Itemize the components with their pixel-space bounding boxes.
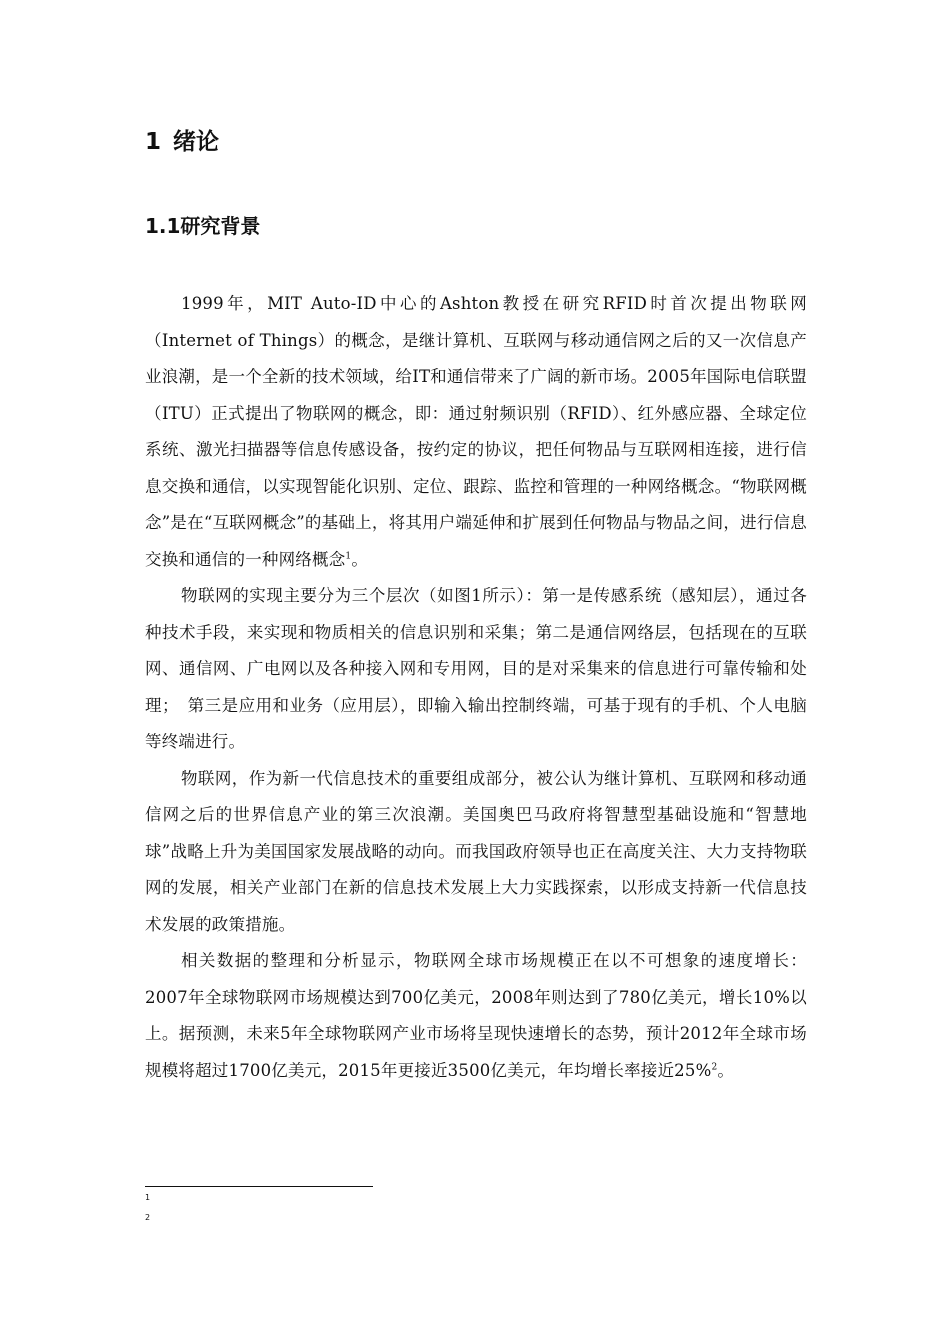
footnote-ref-2[interactable]: 2 [711,1062,718,1072]
paragraph-2 [145,578,807,761]
paragraph-1-text: 1999年，MIT Auto-ID中心的Ashton教授在研究RFID时首次提出物联网（Internet of Things）的概念，是继计算机、互联网与移动通信网之后的又一次信息产业浪潮，是一个全新的技术领域，给IT和通信带来了广阔的新市场。2005年国际电信联盟（ITU）正式提出了物联网的概念，即：通过射频识别（RFID）、红外感应器、全球定位系统、激光扫描器等信息传感设备，按约定的协议，把任何物品与互联网相连接，进行信息交换和通信，以实现智能化识别、定位、跟踪、监控和管理的一种网络概念。“物联网概念”是在“互联网概念”的基础上，将其用户端延伸和扩展到任何物品与物品之间，进行信息交换和通信的一种网络概念 [145,294,807,569]
section-heading: 1.1研究背景 [145,214,261,238]
paragraph-2-text: 物联网的实现主要分为三个层次（如图1所示）：第一是传感系统（感知层），通过各种技术手段，来实现和物质相关的信息识别和采集；第二是通信网络层，包括现在的互联网、通信网、广电网以及各种接入网和专用网，目的是对采集来的信息进行可靠传输和处理； 第三是应用和业务（应用层），即输入输出控制终端，可基于现有的手机、个人电脑等终端进行。 [145,586,807,751]
paragraph-1-tail: 。 [351,549,369,569]
chapter-heading [145,126,219,158]
footnote-1: 1 [145,1193,151,1202]
footnote-separator [145,1186,373,1187]
paragraph-4-text: 相关数据的整理和分析显示，物联网全球市场规模正在以不可想象的速度增长：2007年全球物联网市场规模达到700亿美元，2008年则达到了780亿美元，增长10%以上。据预测，未来5年全球物联网产业市场将呈现快速增长的态势，预计2012年全球市场规模将超过1700亿美元，2015年更接近3500亿美元，年均增长率接近25% [145,951,807,1080]
chapter-title: 绪论 [173,129,220,155]
footnote-ref-1[interactable]: 1 [345,551,352,561]
paragraph-3-text: 物联网，作为新一代信息技术的重要组成部分，被公认为继计算机、互联网和移动通信网之后的世界信息产业的第三次浪潮。美国奥巴马政府将智慧型基础设施和“智慧地球”战略上升为美国国家发展战略的动向。而我国政府领导也正在高度关注、大力支持物联网的发展，相关产业部门在新的信息技术发展上大力实践探索，以形成支持新一代信息技术发展的政策措施。 [145,768,807,934]
paragraph-4-tail: 。 [717,1060,735,1080]
paragraph-1 [145,286,807,578]
body-text [145,286,807,1089]
chapter-number: 1 [145,129,162,155]
footnote-2: 2 [145,1213,151,1222]
paragraph-3 [145,761,807,944]
paragraph-4 [145,943,807,1089]
